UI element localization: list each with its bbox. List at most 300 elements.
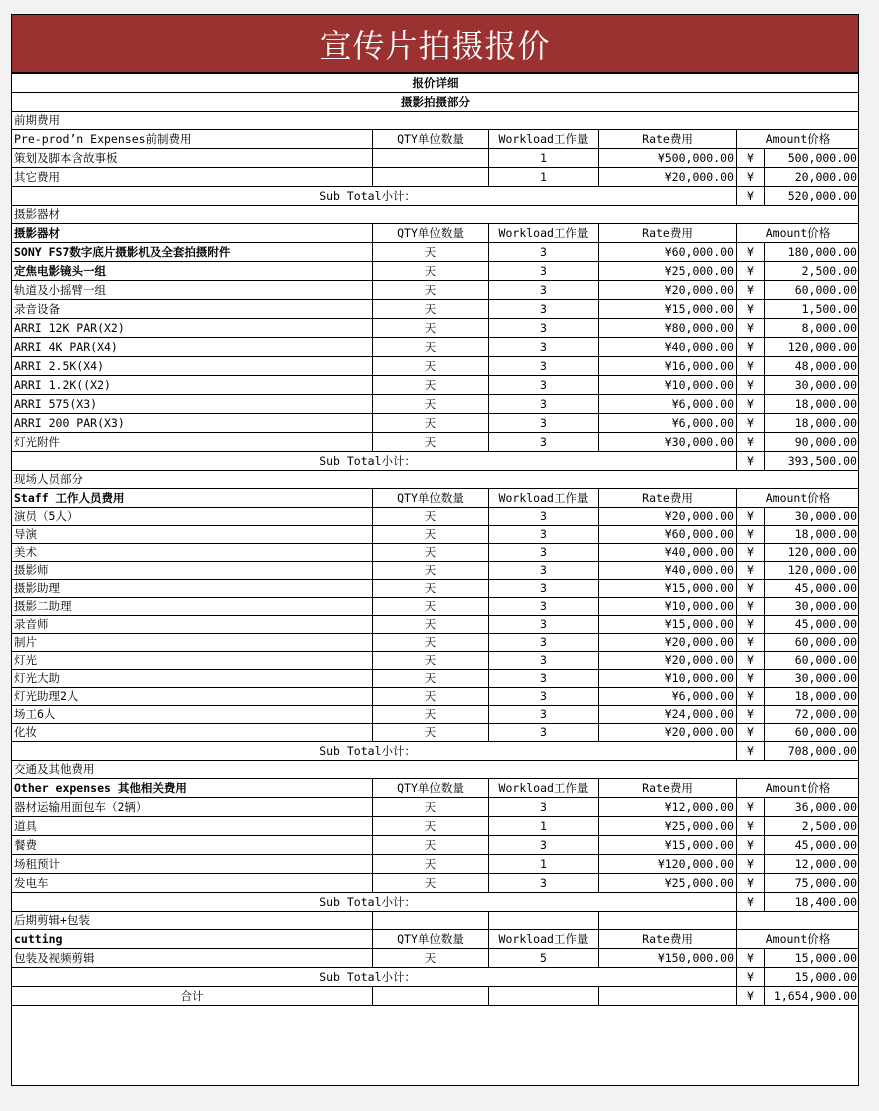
- item-name[interactable]: ARRI 1.2K((X2): [12, 376, 373, 395]
- item-workload[interactable]: 3: [489, 357, 599, 376]
- currency-symbol[interactable]: ¥: [737, 688, 765, 706]
- column-header-qty[interactable]: QTY单位数量: [373, 130, 489, 149]
- currency-symbol[interactable]: ¥: [737, 949, 765, 968]
- table-row: [12, 580, 860, 598]
- item-rate[interactable]: ¥10,000.00: [599, 598, 737, 616]
- item-amount[interactable]: 30,000.00: [765, 670, 860, 688]
- table-row: [12, 319, 860, 338]
- table-row: [12, 338, 860, 357]
- section-label-row: [12, 206, 860, 224]
- item-name[interactable]: 录音设备: [12, 300, 373, 319]
- item-qty[interactable]: 天: [373, 243, 489, 262]
- item-name[interactable]: 餐费: [12, 836, 373, 855]
- table-row: [12, 414, 860, 433]
- item-name[interactable]: 灯光大助: [12, 670, 373, 688]
- item-qty[interactable]: 天: [373, 508, 489, 526]
- subtotal-label[interactable]: Sub Total小计：: [12, 968, 737, 987]
- subtotal-amount[interactable]: 15,000.00: [765, 968, 860, 987]
- table-row: [12, 598, 860, 616]
- item-workload[interactable]: 1: [489, 817, 599, 836]
- subtotal-row: [12, 968, 860, 987]
- item-amount[interactable]: 18,000.00: [765, 688, 860, 706]
- item-rate[interactable]: ¥40,000.00: [599, 338, 737, 357]
- table-row: [12, 168, 860, 187]
- currency-symbol[interactable]: ¥: [737, 724, 765, 742]
- item-qty[interactable]: 天: [373, 836, 489, 855]
- table-row: [12, 149, 860, 168]
- subtotal-amount[interactable]: 708,000.00: [765, 742, 860, 761]
- table-row: [12, 817, 860, 836]
- item-workload[interactable]: 3: [489, 526, 599, 544]
- currency-symbol[interactable]: ¥: [737, 338, 765, 357]
- item-workload[interactable]: 3: [489, 688, 599, 706]
- item-rate[interactable]: ¥150,000.00: [599, 949, 737, 968]
- subtotal-label[interactable]: Sub Total小计：: [12, 452, 737, 471]
- quote-sheet: [11, 14, 859, 1086]
- item-qty[interactable]: 天: [373, 706, 489, 724]
- item-workload[interactable]: 5: [489, 949, 599, 968]
- item-workload[interactable]: 1: [489, 149, 599, 168]
- item-workload[interactable]: 3: [489, 319, 599, 338]
- column-header-rate[interactable]: Rate费用: [599, 779, 737, 798]
- empty-cell[interactable]: [489, 912, 599, 930]
- currency-symbol[interactable]: ¥: [737, 893, 765, 912]
- currency-symbol[interactable]: ¥: [737, 300, 765, 319]
- currency-symbol[interactable]: ¥: [737, 149, 765, 168]
- item-name[interactable]: ARRI 12K PAR(X2): [12, 319, 373, 338]
- item-workload[interactable]: 3: [489, 874, 599, 893]
- table-row: [12, 949, 860, 968]
- item-name[interactable]: 器材运输用面包车（2辆）: [12, 798, 373, 817]
- table-row: [12, 262, 860, 281]
- table-row: [12, 724, 860, 742]
- item-name[interactable]: 发电车: [12, 874, 373, 893]
- section-label-row: [12, 471, 860, 489]
- column-header-rate[interactable]: Rate费用: [599, 130, 737, 149]
- item-rate[interactable]: ¥10,000.00: [599, 670, 737, 688]
- item-qty[interactable]: 天: [373, 688, 489, 706]
- item-name[interactable]: 制片: [12, 634, 373, 652]
- item-workload[interactable]: 3: [489, 724, 599, 742]
- subtotal-row: [12, 452, 860, 471]
- item-qty[interactable]: 天: [373, 433, 489, 452]
- table-row: [12, 670, 860, 688]
- item-workload[interactable]: 3: [489, 598, 599, 616]
- item-amount[interactable]: 45,000.00: [765, 836, 860, 855]
- table-row: [12, 433, 860, 452]
- item-name[interactable]: ARRI 200 PAR(X3): [12, 414, 373, 433]
- column-header-row: [12, 224, 860, 243]
- currency-symbol[interactable]: ¥: [737, 706, 765, 724]
- item-workload[interactable]: 1: [489, 855, 599, 874]
- grand-total-amount[interactable]: 1,654,900.00: [765, 987, 860, 1006]
- table-row: [12, 562, 860, 580]
- item-qty[interactable]: 天: [373, 544, 489, 562]
- subtotal-row: [12, 742, 860, 761]
- item-rate[interactable]: ¥25,000.00: [599, 817, 737, 836]
- item-rate[interactable]: ¥20,000.00: [599, 281, 737, 300]
- subtotal-label[interactable]: Sub Total小计：: [12, 742, 737, 761]
- currency-symbol[interactable]: ¥: [737, 376, 765, 395]
- section-label-row: [12, 761, 860, 779]
- column-header-rate[interactable]: Rate费用: [599, 224, 737, 243]
- column-header-item[interactable]: Pre-prod’n Expenses前制费用: [12, 130, 373, 149]
- item-workload[interactable]: 3: [489, 616, 599, 634]
- item-rate[interactable]: ¥15,000.00: [599, 616, 737, 634]
- item-qty[interactable]: 天: [373, 262, 489, 281]
- item-amount[interactable]: 500,000.00: [765, 149, 860, 168]
- currency-symbol[interactable]: ¥: [737, 414, 765, 433]
- item-amount[interactable]: 60,000.00: [765, 652, 860, 670]
- item-amount[interactable]: 60,000.00: [765, 281, 860, 300]
- currency-symbol[interactable]: ¥: [737, 243, 765, 262]
- item-amount[interactable]: 180,000.00: [765, 243, 860, 262]
- table-row: [12, 281, 860, 300]
- item-qty[interactable]: 天: [373, 670, 489, 688]
- column-header-workload[interactable]: Workload工作量: [489, 489, 599, 508]
- item-qty[interactable]: 天: [373, 634, 489, 652]
- currency-symbol[interactable]: ¥: [737, 187, 765, 206]
- currency-symbol[interactable]: ¥: [737, 670, 765, 688]
- column-header-item[interactable]: Staff 工作人员费用: [12, 489, 373, 508]
- column-header-qty[interactable]: QTY单位数量: [373, 779, 489, 798]
- item-name[interactable]: 场租预计: [12, 855, 373, 874]
- item-qty[interactable]: 天: [373, 580, 489, 598]
- currency-symbol[interactable]: ¥: [737, 652, 765, 670]
- item-rate[interactable]: ¥60,000.00: [599, 243, 737, 262]
- section-label[interactable]: 摄影器材: [12, 206, 860, 224]
- table-row: [12, 526, 860, 544]
- item-qty[interactable]: 天: [373, 616, 489, 634]
- item-workload[interactable]: 3: [489, 798, 599, 817]
- item-workload[interactable]: 3: [489, 376, 599, 395]
- table-row: [12, 508, 860, 526]
- subtotal-amount[interactable]: 520,000.00: [765, 187, 860, 206]
- item-qty[interactable]: [373, 149, 489, 168]
- item-name[interactable]: 场工6人: [12, 706, 373, 724]
- column-header-row: [12, 130, 860, 149]
- item-amount[interactable]: 120,000.00: [765, 544, 860, 562]
- item-rate[interactable]: ¥40,000.00: [599, 562, 737, 580]
- item-amount[interactable]: 90,000.00: [765, 433, 860, 452]
- table-row: [12, 357, 860, 376]
- item-amount[interactable]: 72,000.00: [765, 706, 860, 724]
- subtotal-label[interactable]: Sub Total小计：: [12, 893, 737, 912]
- column-header-amount[interactable]: Amount价格: [737, 224, 860, 243]
- page-title: 宣传片拍摄报价: [12, 15, 858, 73]
- item-qty[interactable]: 天: [373, 598, 489, 616]
- item-amount[interactable]: 45,000.00: [765, 616, 860, 634]
- column-header-item[interactable]: Other expenses 其他相关费用: [12, 779, 373, 798]
- table-row: [12, 874, 860, 893]
- item-name[interactable]: 摄影师: [12, 562, 373, 580]
- item-qty[interactable]: 天: [373, 414, 489, 433]
- item-qty[interactable]: 天: [373, 319, 489, 338]
- item-name[interactable]: ARRI 4K PAR(X4): [12, 338, 373, 357]
- currency-symbol[interactable]: ¥: [737, 798, 765, 817]
- column-header-qty[interactable]: QTY单位数量: [373, 930, 489, 949]
- quote-table: [11, 73, 859, 1006]
- currency-symbol[interactable]: ¥: [737, 742, 765, 761]
- item-rate[interactable]: ¥6,000.00: [599, 395, 737, 414]
- item-name[interactable]: 导演: [12, 526, 373, 544]
- item-name[interactable]: 道具: [12, 817, 373, 836]
- item-workload[interactable]: 1: [489, 168, 599, 187]
- item-rate[interactable]: ¥40,000.00: [599, 544, 737, 562]
- item-rate[interactable]: ¥80,000.00: [599, 319, 737, 338]
- currency-symbol[interactable]: ¥: [737, 855, 765, 874]
- item-qty[interactable]: 天: [373, 395, 489, 414]
- item-qty[interactable]: 天: [373, 652, 489, 670]
- item-workload[interactable]: 3: [489, 262, 599, 281]
- item-workload[interactable]: 3: [489, 433, 599, 452]
- item-rate[interactable]: ¥20,000.00: [599, 652, 737, 670]
- item-rate[interactable]: ¥15,000.00: [599, 580, 737, 598]
- section-label[interactable]: 交通及其他费用: [12, 761, 860, 779]
- currency-symbol[interactable]: ¥: [737, 874, 765, 893]
- item-rate[interactable]: ¥6,000.00: [599, 414, 737, 433]
- currency-symbol[interactable]: ¥: [737, 968, 765, 987]
- column-header-qty[interactable]: QTY单位数量: [373, 489, 489, 508]
- column-header-item[interactable]: cutting: [12, 930, 373, 949]
- currency-symbol[interactable]: ¥: [737, 817, 765, 836]
- item-amount[interactable]: 2,500.00: [765, 262, 860, 281]
- item-workload[interactable]: 3: [489, 580, 599, 598]
- currency-symbol[interactable]: ¥: [737, 319, 765, 338]
- currency-symbol[interactable]: ¥: [737, 616, 765, 634]
- item-qty[interactable]: 天: [373, 874, 489, 893]
- item-qty[interactable]: 天: [373, 949, 489, 968]
- item-rate[interactable]: ¥60,000.00: [599, 526, 737, 544]
- item-workload[interactable]: 3: [489, 281, 599, 300]
- item-qty[interactable]: 天: [373, 817, 489, 836]
- item-amount[interactable]: 30,000.00: [765, 598, 860, 616]
- table-row: [12, 798, 860, 817]
- item-workload[interactable]: 3: [489, 670, 599, 688]
- item-rate[interactable]: ¥20,000.00: [599, 168, 737, 187]
- subtotal-row: [12, 187, 860, 206]
- item-amount[interactable]: 45,000.00: [765, 580, 860, 598]
- item-name[interactable]: 灯光助理2人: [12, 688, 373, 706]
- item-workload[interactable]: 3: [489, 544, 599, 562]
- empty-cell[interactable]: [373, 987, 489, 1006]
- item-workload[interactable]: 3: [489, 338, 599, 357]
- table-row: [12, 616, 860, 634]
- item-workload[interactable]: 3: [489, 414, 599, 433]
- column-header-workload[interactable]: Workload工作量: [489, 130, 599, 149]
- item-amount[interactable]: 75,000.00: [765, 874, 860, 893]
- empty-cell[interactable]: [737, 912, 860, 930]
- item-qty[interactable]: 天: [373, 855, 489, 874]
- currency-symbol[interactable]: ¥: [737, 452, 765, 471]
- item-qty[interactable]: 天: [373, 526, 489, 544]
- item-name[interactable]: 摄影助理: [12, 580, 373, 598]
- currency-symbol[interactable]: ¥: [737, 281, 765, 300]
- empty-cell[interactable]: [599, 987, 737, 1006]
- currency-symbol[interactable]: ¥: [737, 168, 765, 187]
- item-amount[interactable]: 120,000.00: [765, 562, 860, 580]
- currency-symbol[interactable]: ¥: [737, 357, 765, 376]
- item-qty[interactable]: [373, 168, 489, 187]
- item-rate[interactable]: ¥30,000.00: [599, 433, 737, 452]
- item-name[interactable]: ARRI 575(X3): [12, 395, 373, 414]
- column-header-workload[interactable]: Workload工作量: [489, 224, 599, 243]
- item-name[interactable]: 定焦电影镜头一组: [12, 262, 373, 281]
- item-amount[interactable]: 30,000.00: [765, 376, 860, 395]
- currency-symbol[interactable]: ¥: [737, 580, 765, 598]
- item-amount[interactable]: 15,000.00: [765, 949, 860, 968]
- item-qty[interactable]: 天: [373, 300, 489, 319]
- column-header-rate[interactable]: Rate费用: [599, 930, 737, 949]
- grand-total-row: [12, 987, 860, 1006]
- item-qty[interactable]: 天: [373, 281, 489, 300]
- item-amount[interactable]: 2,500.00: [765, 817, 860, 836]
- column-header-item[interactable]: 摄影器材: [12, 224, 373, 243]
- item-workload[interactable]: 3: [489, 300, 599, 319]
- empty-cell[interactable]: [599, 912, 737, 930]
- item-qty[interactable]: 天: [373, 357, 489, 376]
- currency-symbol[interactable]: ¥: [737, 526, 765, 544]
- item-rate[interactable]: ¥16,000.00: [599, 357, 737, 376]
- table-row: [12, 855, 860, 874]
- column-header-amount[interactable]: Amount价格: [737, 489, 860, 508]
- item-amount[interactable]: 36,000.00: [765, 798, 860, 817]
- item-workload[interactable]: 3: [489, 243, 599, 262]
- table-row: [12, 634, 860, 652]
- section-label[interactable]: 前期费用: [12, 112, 860, 130]
- item-amount[interactable]: 48,000.00: [765, 357, 860, 376]
- table-row: [12, 243, 860, 262]
- currency-symbol[interactable]: ¥: [737, 562, 765, 580]
- item-amount[interactable]: 8,000.00: [765, 319, 860, 338]
- item-name[interactable]: 摄影二助理: [12, 598, 373, 616]
- currency-symbol[interactable]: ¥: [737, 433, 765, 452]
- section-label-row: [12, 912, 860, 930]
- currency-symbol[interactable]: ¥: [737, 598, 765, 616]
- item-amount[interactable]: 20,000.00: [765, 168, 860, 187]
- currency-symbol[interactable]: ¥: [737, 262, 765, 281]
- item-workload[interactable]: 3: [489, 562, 599, 580]
- empty-cell[interactable]: [489, 987, 599, 1006]
- table-row: [12, 652, 860, 670]
- item-workload[interactable]: 3: [489, 508, 599, 526]
- subtotal-label[interactable]: Sub Total小计：: [12, 187, 737, 206]
- item-name[interactable]: 灯光附件: [12, 433, 373, 452]
- subtitle-row: [12, 74, 860, 93]
- item-rate[interactable]: ¥25,000.00: [599, 262, 737, 281]
- table-row: [12, 544, 860, 562]
- currency-symbol[interactable]: ¥: [737, 987, 765, 1006]
- item-name[interactable]: 策划及脚本含故事板: [12, 149, 373, 168]
- subtotal-amount[interactable]: 393,500.00: [765, 452, 860, 471]
- item-name[interactable]: SONY FS7数字底片摄影机及全套拍摄附件: [12, 243, 373, 262]
- item-rate[interactable]: ¥25,000.00: [599, 874, 737, 893]
- item-rate[interactable]: ¥24,000.00: [599, 706, 737, 724]
- item-rate[interactable]: ¥20,000.00: [599, 724, 737, 742]
- item-rate[interactable]: ¥500,000.00: [599, 149, 737, 168]
- table-row: [12, 376, 860, 395]
- item-amount[interactable]: 18,000.00: [765, 395, 860, 414]
- item-name[interactable]: ARRI 2.5K(X4): [12, 357, 373, 376]
- item-name[interactable]: 美术: [12, 544, 373, 562]
- column-header-qty[interactable]: QTY单位数量: [373, 224, 489, 243]
- item-rate[interactable]: ¥15,000.00: [599, 836, 737, 855]
- section-label-row: [12, 112, 860, 130]
- item-rate[interactable]: ¥12,000.00: [599, 798, 737, 817]
- item-name[interactable]: 灯光: [12, 652, 373, 670]
- currency-symbol[interactable]: ¥: [737, 395, 765, 414]
- item-workload[interactable]: 3: [489, 395, 599, 414]
- item-amount[interactable]: 1,500.00: [765, 300, 860, 319]
- subtitle-photography[interactable]: 摄影拍摄部分: [12, 93, 860, 112]
- item-workload[interactable]: 3: [489, 836, 599, 855]
- item-name[interactable]: 演员（5人）: [12, 508, 373, 526]
- column-header-workload[interactable]: Workload工作量: [489, 779, 599, 798]
- item-qty[interactable]: 天: [373, 338, 489, 357]
- table-row: [12, 706, 860, 724]
- item-amount[interactable]: 18,000.00: [765, 526, 860, 544]
- item-qty[interactable]: 天: [373, 376, 489, 395]
- item-workload[interactable]: 3: [489, 706, 599, 724]
- currency-symbol[interactable]: ¥: [737, 836, 765, 855]
- item-amount[interactable]: 120,000.00: [765, 338, 860, 357]
- column-header-row: [12, 930, 860, 949]
- item-rate[interactable]: ¥15,000.00: [599, 300, 737, 319]
- item-qty[interactable]: 天: [373, 798, 489, 817]
- item-name[interactable]: 轨道及小摇臂一组: [12, 281, 373, 300]
- column-header-amount[interactable]: Amount价格: [737, 130, 860, 149]
- item-rate[interactable]: ¥10,000.00: [599, 376, 737, 395]
- item-rate[interactable]: ¥20,000.00: [599, 508, 737, 526]
- item-amount[interactable]: 12,000.00: [765, 855, 860, 874]
- subtotal-row: [12, 893, 860, 912]
- item-qty[interactable]: 天: [373, 724, 489, 742]
- item-amount[interactable]: 18,000.00: [765, 414, 860, 433]
- item-workload[interactable]: 3: [489, 634, 599, 652]
- currency-symbol[interactable]: ¥: [737, 508, 765, 526]
- item-name[interactable]: 其它费用: [12, 168, 373, 187]
- column-header-workload[interactable]: Workload工作量: [489, 930, 599, 949]
- item-amount[interactable]: 30,000.00: [765, 508, 860, 526]
- item-amount[interactable]: 60,000.00: [765, 634, 860, 652]
- empty-cell[interactable]: [373, 912, 489, 930]
- grand-total-label[interactable]: 合计: [12, 987, 373, 1006]
- subtotal-amount[interactable]: 18,400.00: [765, 893, 860, 912]
- item-workload[interactable]: 3: [489, 652, 599, 670]
- subtitle-detail[interactable]: 报价详细: [12, 74, 860, 93]
- column-header-rate[interactable]: Rate费用: [599, 489, 737, 508]
- column-header-amount[interactable]: Amount价格: [737, 930, 860, 949]
- table-row: [12, 395, 860, 414]
- section-label[interactable]: 后期剪辑+包装: [12, 912, 373, 930]
- item-name[interactable]: 录音师: [12, 616, 373, 634]
- table-row: [12, 300, 860, 319]
- item-name[interactable]: 包装及视频剪辑: [12, 949, 373, 968]
- column-header-row: [12, 779, 860, 798]
- currency-symbol[interactable]: ¥: [737, 634, 765, 652]
- item-rate[interactable]: ¥6,000.00: [599, 688, 737, 706]
- item-qty[interactable]: 天: [373, 562, 489, 580]
- item-amount[interactable]: 60,000.00: [765, 724, 860, 742]
- section-label[interactable]: 现场人员部分: [12, 471, 860, 489]
- table-row: [12, 688, 860, 706]
- item-rate[interactable]: ¥120,000.00: [599, 855, 737, 874]
- item-name[interactable]: 化妆: [12, 724, 373, 742]
- column-header-row: [12, 489, 860, 508]
- column-header-amount[interactable]: Amount价格: [737, 779, 860, 798]
- currency-symbol[interactable]: ¥: [737, 544, 765, 562]
- item-rate[interactable]: ¥20,000.00: [599, 634, 737, 652]
